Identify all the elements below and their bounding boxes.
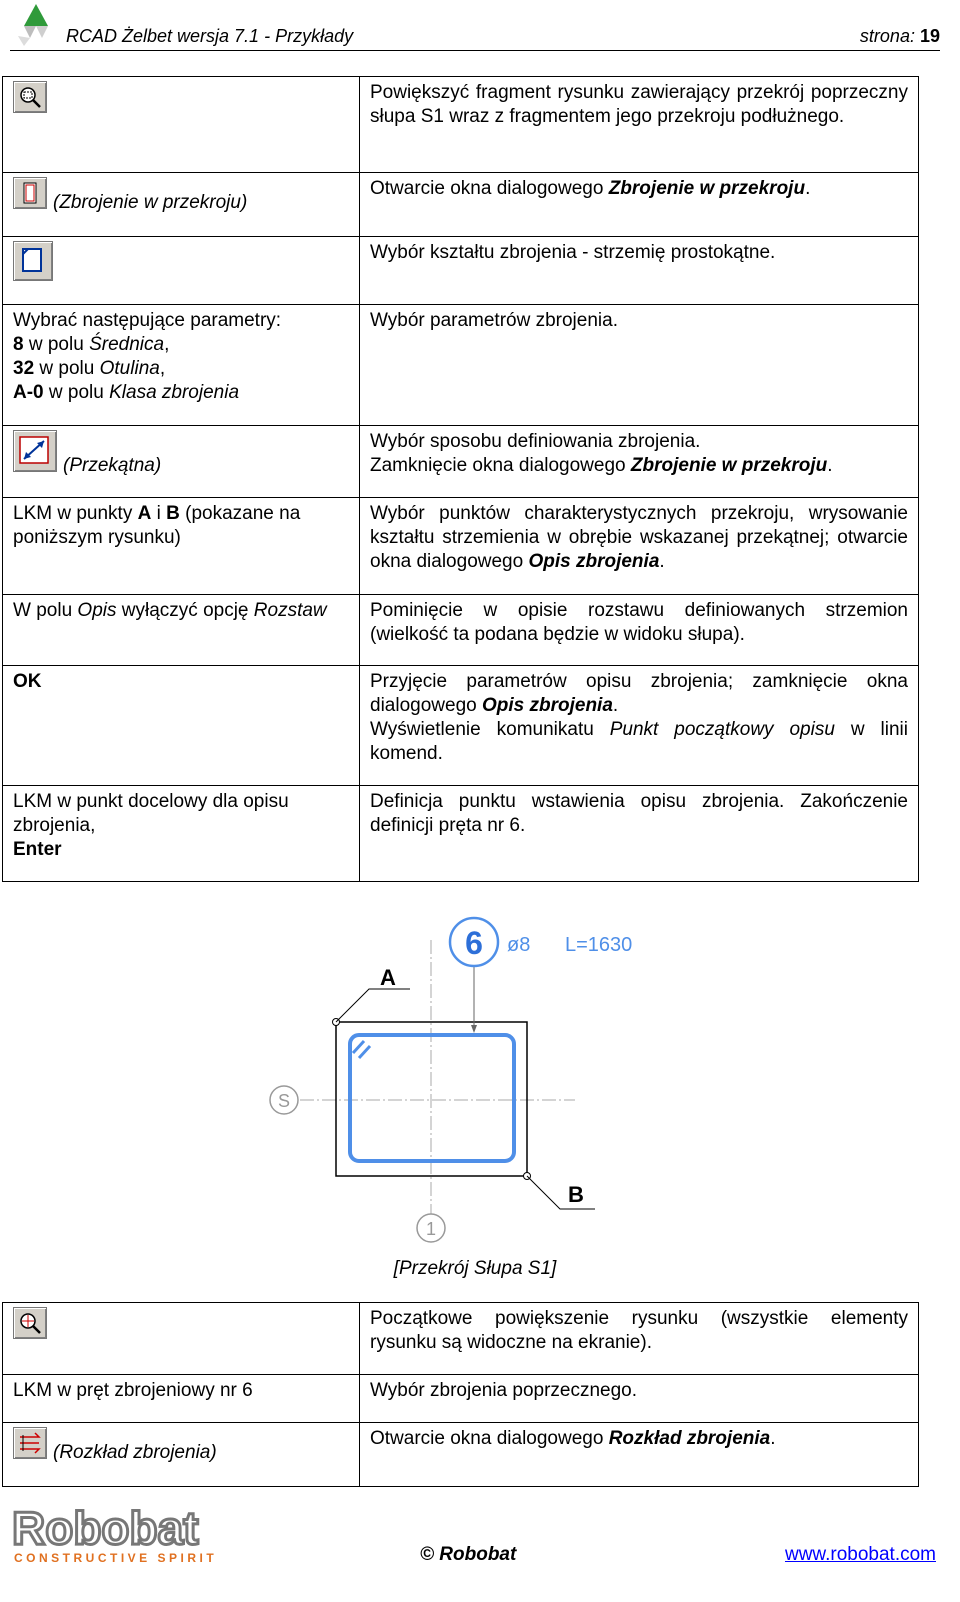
table-row — [3, 426, 919, 498]
step-description: Otwarcie okna dialogowego Rozkład zbrojenia. — [360, 1423, 919, 1487]
cross-section-reinforcement-icon[interactable] — [13, 177, 47, 209]
step-description: Przyjęcie parametrów opisu zbrojenia; zamknięcie okna dialogowego Opis zbrojenia. Wyświetlenie komunikatu Punkt początkowy opisu w linii komend. — [360, 666, 919, 786]
table-row — [3, 305, 919, 426]
table-row — [3, 173, 919, 237]
option-instruction: W polu Opis wyłączyć opcję Rozstaw — [3, 595, 360, 666]
table-row — [3, 77, 919, 173]
table-row — [3, 1375, 919, 1423]
stirrup-shape — [350, 1035, 514, 1161]
rectangular-stirrup-icon[interactable] — [13, 241, 53, 281]
point-b-leader — [527, 1176, 595, 1209]
initial-zoom-icon[interactable] — [13, 1307, 47, 1339]
table-row — [3, 1423, 919, 1487]
figure-caption: [Przekrój Słupa S1] — [393, 1258, 557, 1279]
table-row — [3, 498, 919, 595]
svg-text:CONSTRUCTIVE SPIRIT: CONSTRUCTIVE SPIRIT — [14, 1551, 218, 1564]
step-description: Pominięcie w opisie rozstawu definiowanych strzemion (wielkość ta podana będzie w widoku słupa). — [360, 595, 919, 666]
diagonal-icon[interactable] — [13, 430, 57, 472]
page-number: strona: 19 — [859, 26, 940, 46]
bar-length-label: L=1630 — [565, 934, 633, 956]
website-link[interactable]: www.robobat.com — [784, 1544, 936, 1565]
step-description: Otwarcie okna dialogowego Zbrojenie w przekroju. — [360, 173, 919, 237]
point-b-label: B — [568, 1182, 584, 1207]
axis-s-label: S — [277, 1091, 291, 1111]
step-description: Powiększyć fragment rysunku zawierający przekrój poprzeczny słupa S1 wraz z fragmentem jego przekroju podłużnego. — [360, 77, 919, 173]
step-description: Wybór zbrojenia poprzecznego. — [360, 1375, 919, 1423]
parameters-instruction: Wybrać następujące parametry: 8 w polu Średnica, 32 w polu Otulina, A-0 w polu Klasa zbrojenia — [3, 305, 360, 426]
icon-caption: (Przekątna) — [63, 455, 162, 476]
robobat-pyramid-logo — [12, 2, 60, 46]
column-cross-section-drawing — [255, 905, 695, 1255]
step-description: Wybór parametrów zbrojenia. — [360, 305, 919, 426]
robobat-brand-logo — [12, 1504, 242, 1564]
table-row — [3, 595, 919, 666]
table-row — [3, 237, 919, 305]
stirrup-hook — [359, 1046, 370, 1058]
steps-table-2 — [2, 1302, 919, 1487]
click-points-instruction: LKM w punkty A i B (pokazane na poniższym rysunku) — [3, 498, 360, 595]
point-a-leader — [336, 989, 410, 1022]
step-description: Początkowe powiększenie rysunku (wszystkie elementy rysunku są widoczne na ekranie). — [360, 1303, 919, 1375]
page-header — [10, 0, 940, 51]
table-row — [3, 786, 919, 882]
icon-caption: (Rozkład zbrojenia) — [53, 1442, 217, 1463]
axis-1-label: 1 — [425, 1219, 437, 1239]
step-description: Definicja punktu wstawienia opisu zbrojenia. Zakończenie definicji pręta nr 6. — [360, 786, 919, 882]
ok-button-label: OK — [13, 671, 42, 692]
select-bar-instruction: LKM w pręt zbrojeniowy nr 6 — [3, 1375, 360, 1423]
document-title: RCAD Żelbet wersja 7.1 - Przykłady — [66, 26, 354, 46]
table-row — [3, 1303, 919, 1375]
copyright: © Robobat — [420, 1544, 517, 1565]
step-description: Wybór sposobu definiowania zbrojenia. Zamknięcie okna dialogowego Zbrojenie w przekroju. — [360, 426, 919, 498]
icon-caption: (Zbrojenie w przekroju) — [53, 192, 248, 213]
steps-table-1 — [2, 76, 919, 882]
target-point-instruction: LKM w punkt docelowy dla opisu zbrojenia, Enter — [3, 786, 360, 882]
reinforcement-distribution-icon[interactable] — [13, 1427, 47, 1459]
point-a-label: A — [380, 965, 396, 990]
bar-number-label: 6 — [465, 925, 483, 961]
zoom-window-icon[interactable] — [13, 81, 47, 113]
table-row — [3, 666, 919, 786]
bar-diameter-label: ø8 — [507, 934, 531, 956]
step-description: Wybór kształtu zbrojenia - strzemię prostokątne. — [360, 237, 919, 305]
svg-text:Robobat: Robobat — [12, 1504, 199, 1554]
stirrup-hook — [353, 1041, 364, 1053]
page-footer — [0, 1500, 960, 1600]
step-description: Wybór punktów charakterystycznych przekroju, wrysowanie kształtu strzemienia w obrębie wskazanej przekątnej; otwarcie okna dialogowego Opis zbrojenia. — [360, 498, 919, 595]
